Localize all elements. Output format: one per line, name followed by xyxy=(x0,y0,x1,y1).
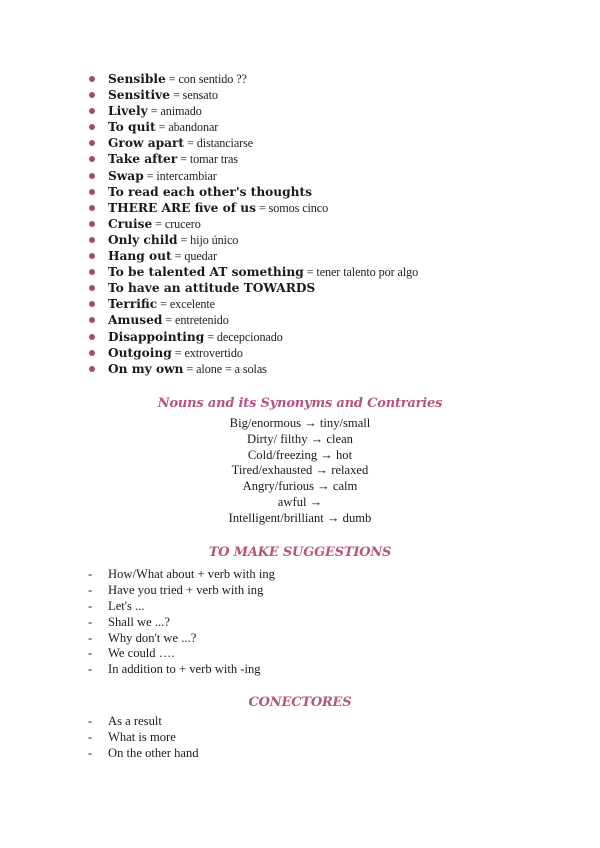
list-item xyxy=(86,151,418,167)
dash-icon: - xyxy=(88,630,93,645)
vocab-definition: = hijo único xyxy=(177,232,239,247)
list-item xyxy=(88,714,199,730)
suggestion-text: Let's ... xyxy=(108,598,145,613)
list-item xyxy=(86,184,418,200)
synonym-line: Cold/freezing → hot xyxy=(247,447,353,462)
suggestion-text: How/What about + verb with ing xyxy=(108,567,275,581)
vocab-term: Take after xyxy=(108,152,178,167)
vocab-definition: = sensato xyxy=(170,88,218,103)
suggestion-text: Have you tried + verb with ing xyxy=(108,582,264,597)
dash-icon: - xyxy=(88,646,93,661)
dash-icon: - xyxy=(88,729,93,744)
list-item xyxy=(88,615,275,631)
vocab-term: To quit xyxy=(108,120,156,135)
vocab-definition: = abandonar xyxy=(155,120,219,135)
list-item xyxy=(86,87,418,103)
vocab-definition: = intercambiar xyxy=(143,168,217,183)
list-item xyxy=(88,662,275,678)
vocab-term: Amused xyxy=(108,313,163,328)
dash-icon: - xyxy=(88,582,93,597)
bullet-icon xyxy=(89,350,95,356)
synonym-line: Tired/exhausted → relaxed xyxy=(231,463,369,478)
vocab-term: To read each other's thoughts xyxy=(108,184,313,199)
bullet-icon xyxy=(89,366,95,372)
dash-icon: - xyxy=(88,598,93,613)
list-item xyxy=(86,296,418,312)
vocab-definition: = entretenido xyxy=(162,313,229,328)
synonym-line: Big/enormous → tiny/small xyxy=(229,416,371,430)
bullet-icon xyxy=(89,253,95,259)
bullet-icon xyxy=(89,221,95,227)
synonyms-heading: Nouns and its Synonyms and Contraries xyxy=(157,396,443,411)
vocab-term: Terrific xyxy=(108,297,158,312)
bullet-icon xyxy=(89,285,95,291)
list-item xyxy=(86,119,418,135)
vocabulary-list xyxy=(86,71,418,377)
vocab-term: Lively xyxy=(108,104,148,119)
list-item xyxy=(86,361,418,377)
dash-icon: - xyxy=(88,614,93,629)
list-item xyxy=(88,631,275,647)
connectors-heading: CONECTORES xyxy=(248,695,352,710)
bullet-icon xyxy=(89,92,95,98)
vocab-term: Hang out xyxy=(108,249,172,264)
bullet-icon xyxy=(89,269,95,275)
vocab-definition: = tomar tras xyxy=(177,152,238,167)
connectors-list xyxy=(88,714,199,762)
list-item xyxy=(86,329,418,345)
bullet-icon xyxy=(89,124,95,130)
suggestion-text: Why don't we ...? xyxy=(108,630,197,645)
vocab-term: Disappointing xyxy=(108,329,205,344)
vocab-definition: = decepcionado xyxy=(204,329,283,344)
bullet-icon xyxy=(89,205,95,211)
suggestion-text: We could …. xyxy=(108,646,175,661)
vocab-term: On my own xyxy=(108,361,184,376)
connector-text: As a result xyxy=(108,714,162,728)
list-item xyxy=(88,599,275,615)
dash-icon: - xyxy=(88,714,93,728)
list-item xyxy=(88,730,199,746)
list-item xyxy=(86,135,418,151)
bullet-icon xyxy=(89,156,95,162)
bullet-icon xyxy=(89,301,95,307)
dash-icon: - xyxy=(88,662,93,677)
dash-icon: - xyxy=(88,745,93,760)
bullet-icon xyxy=(89,317,95,323)
synonym-line: Angry/furious → calm xyxy=(242,479,358,494)
list-item xyxy=(88,746,199,762)
list-item xyxy=(88,583,275,599)
synonym-line: awful → xyxy=(277,494,323,509)
list-item xyxy=(86,312,418,328)
bullet-icon xyxy=(89,76,95,82)
vocab-definition: = alone = a solas xyxy=(183,361,267,376)
vocab-definition: = tener talento por algo xyxy=(303,265,419,280)
vocab-term: Sensible xyxy=(108,72,166,86)
vocab-term: Only child xyxy=(108,232,178,247)
list-item xyxy=(86,345,418,361)
vocab-term: THERE ARE five of us xyxy=(108,200,256,215)
synonyms-list xyxy=(0,416,600,527)
list-item xyxy=(88,567,275,583)
connector-text: What is more xyxy=(108,729,176,744)
list-item xyxy=(86,216,418,232)
list-item xyxy=(86,248,418,264)
list-item xyxy=(86,200,418,216)
vocab-term: To have an attitude TOWARDS xyxy=(108,281,316,296)
vocab-definition: = quedar xyxy=(171,249,217,264)
vocab-definition: = somos cinco xyxy=(255,200,329,215)
bullet-icon xyxy=(89,173,95,179)
suggestion-text: In addition to + verb with -ing xyxy=(108,662,261,677)
vocab-definition: = animado xyxy=(147,104,202,119)
bullet-icon xyxy=(89,334,95,340)
vocab-definition: = extrovertido xyxy=(171,345,243,360)
connector-text: On the other hand xyxy=(108,745,199,760)
vocab-term: Cruise xyxy=(108,216,153,231)
list-item xyxy=(86,168,418,184)
synonym-line: Dirty/ filthy → clean xyxy=(247,431,353,446)
bullet-icon xyxy=(89,237,95,243)
suggestions-heading: TO MAKE SUGGESTIONS xyxy=(208,545,392,560)
list-item xyxy=(86,71,418,87)
vocab-definition: = excelente xyxy=(157,297,215,312)
list-item xyxy=(86,264,418,280)
list-item xyxy=(86,280,418,296)
vocab-definition: = distanciarse xyxy=(184,136,254,151)
vocab-definition: = con sentido ?? xyxy=(165,72,247,86)
bullet-icon xyxy=(89,108,95,114)
bullet-icon xyxy=(89,140,95,146)
suggestion-text: Shall we ...? xyxy=(108,614,170,629)
dash-icon: - xyxy=(88,567,93,581)
list-item xyxy=(86,232,418,248)
vocab-definition: = crucero xyxy=(152,216,201,231)
list-item xyxy=(88,646,275,662)
vocab-term: Outgoing xyxy=(108,345,172,360)
synonym-line: Intelligent/brilliant → dumb xyxy=(228,510,372,525)
vocab-term: Swap xyxy=(108,168,144,183)
suggestions-list xyxy=(88,567,275,678)
vocab-term: Grow apart xyxy=(108,136,185,151)
vocab-term: To be talented AT something xyxy=(108,265,304,280)
bullet-icon xyxy=(89,189,95,195)
list-item xyxy=(86,103,418,119)
vocab-term: Sensitive xyxy=(108,88,171,103)
